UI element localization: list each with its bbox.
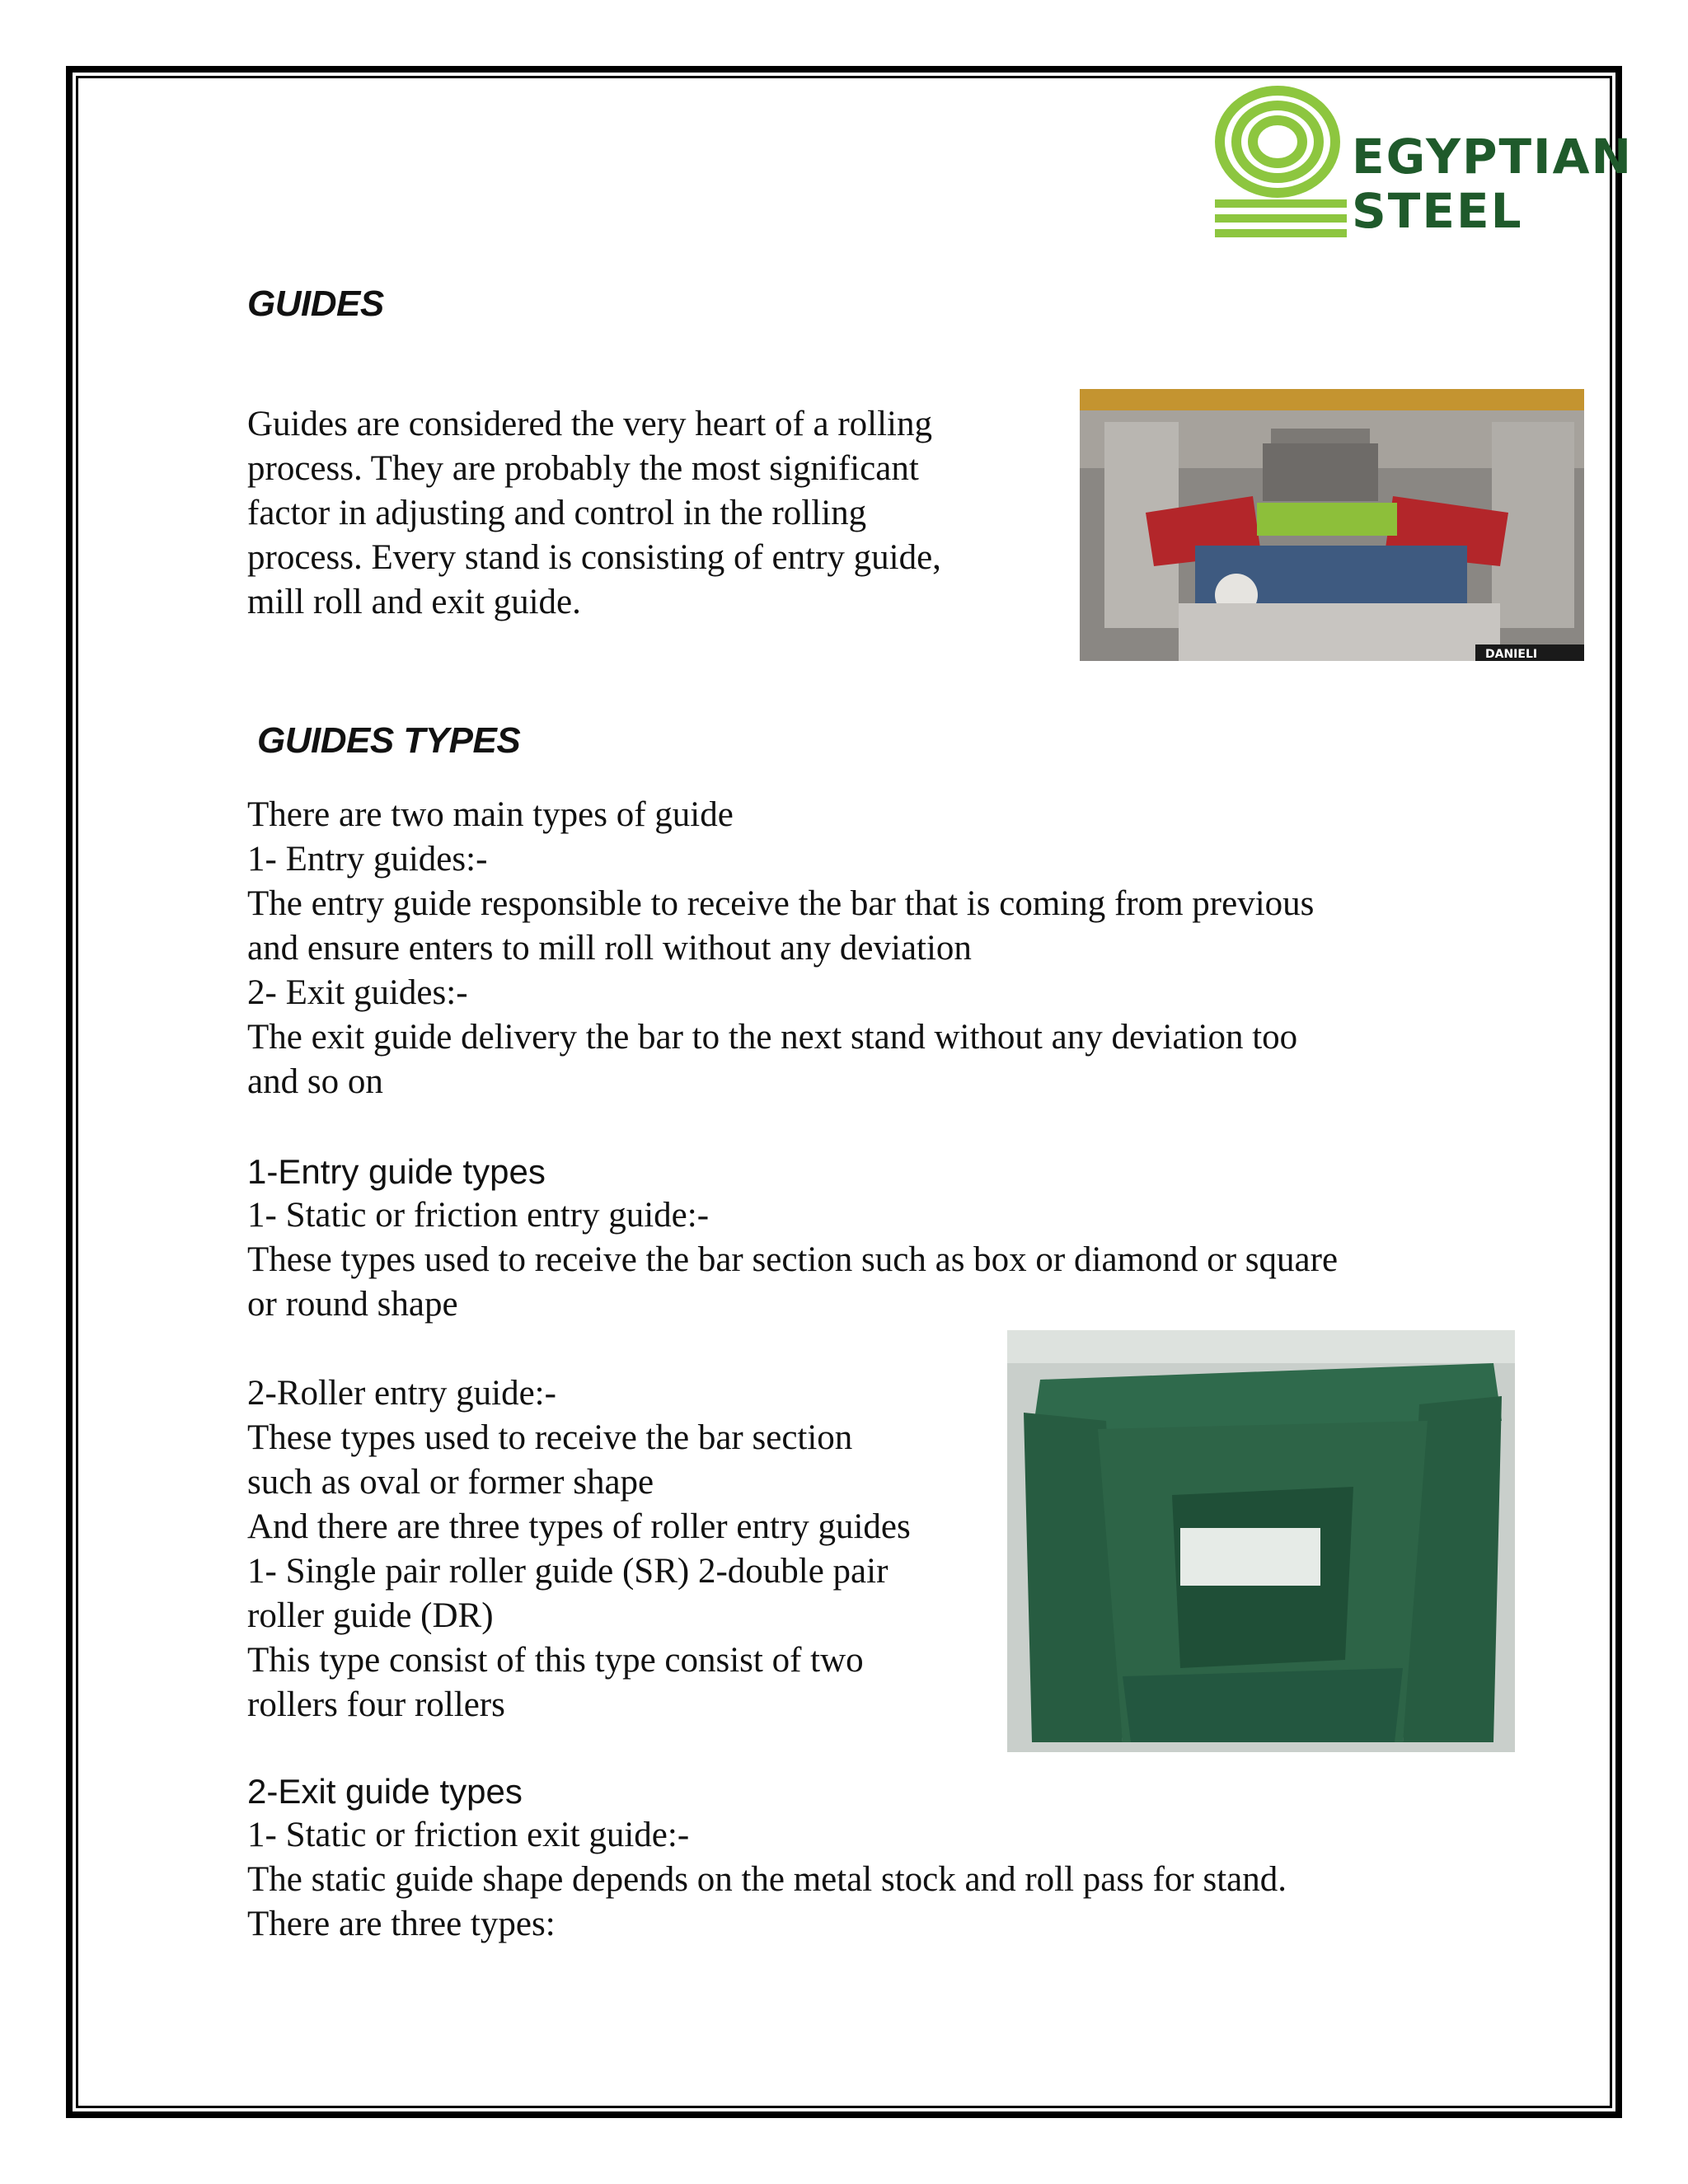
guides-types-heading: GUIDES TYPES <box>257 720 521 761</box>
roller-line: 1- Single pair roller guide (SR) 2-double pair <box>247 1552 889 1591</box>
danieli-label: DANIELI <box>1485 648 1538 661</box>
exit-guide-types-heading: 2-Exit guide types <box>247 1772 523 1811</box>
egyptian-steel-logo <box>1213 86 1634 241</box>
types-paragraph <box>247 793 1314 1104</box>
roller-line: This type consist of this type consist of two <box>247 1641 864 1680</box>
roller-line: such as oval or former shape <box>247 1463 654 1502</box>
mill-stand-photo <box>1080 389 1584 661</box>
exit-line: The static guide shape depends on the metal stock and roll pass for stand. <box>247 1860 1287 1899</box>
logo-rings-icon <box>1213 86 1353 241</box>
intro-line: Guides are considered the very heart of a rolling <box>247 405 933 443</box>
entry-static-paragraph <box>247 1193 1338 1327</box>
types-line: and so on <box>247 1062 383 1101</box>
guides-heading: GUIDES <box>247 284 384 324</box>
types-line: There are two main types of guide <box>247 795 734 834</box>
entry-guide-types-heading: 1-Entry guide types <box>247 1152 546 1191</box>
logo-word-egyptian: EGYPTIAN <box>1352 129 1634 185</box>
roller-line: 2-Roller entry guide:- <box>247 1374 556 1413</box>
logo-word-steel: STEEL <box>1352 183 1523 239</box>
exit-paragraph <box>247 1813 1287 1947</box>
intro-line: factor in adjusting and control in the rolling <box>247 494 867 532</box>
roller-line: These types used to receive the bar section <box>247 1418 853 1457</box>
types-line: 1- Entry guides:- <box>247 840 488 879</box>
roller-line: And there are three types of roller entry guides <box>247 1507 911 1546</box>
exit-line: 1- Static or friction exit guide:- <box>247 1816 690 1854</box>
roller-line: rollers four rollers <box>247 1685 505 1724</box>
types-line: and ensure enters to mill roll without any deviation <box>247 929 972 968</box>
intro-line: mill roll and exit guide. <box>247 583 581 621</box>
roller-entry-paragraph <box>247 1371 911 1727</box>
intro-line: process. They are probably the most significant <box>247 449 919 488</box>
entry-guide-photo <box>1007 1330 1515 1752</box>
types-line: The entry guide responsible to receive the bar that is coming from previous <box>247 884 1315 923</box>
entry-static-line: These types used to receive the bar section such as box or diamond or square <box>247 1240 1339 1279</box>
types-line: The exit guide delivery the bar to the next stand without any deviation too <box>247 1018 1298 1057</box>
exit-line: There are three types: <box>247 1905 556 1943</box>
entry-static-line: 1- Static or friction entry guide:- <box>247 1196 710 1235</box>
intro-line: process. Every stand is consisting of entry guide, <box>247 538 941 577</box>
entry-static-line: or round shape <box>247 1285 458 1324</box>
roller-line: roller guide (DR) <box>247 1596 494 1635</box>
types-line: 2- Exit guides:- <box>247 973 468 1012</box>
intro-paragraph <box>247 402 941 625</box>
